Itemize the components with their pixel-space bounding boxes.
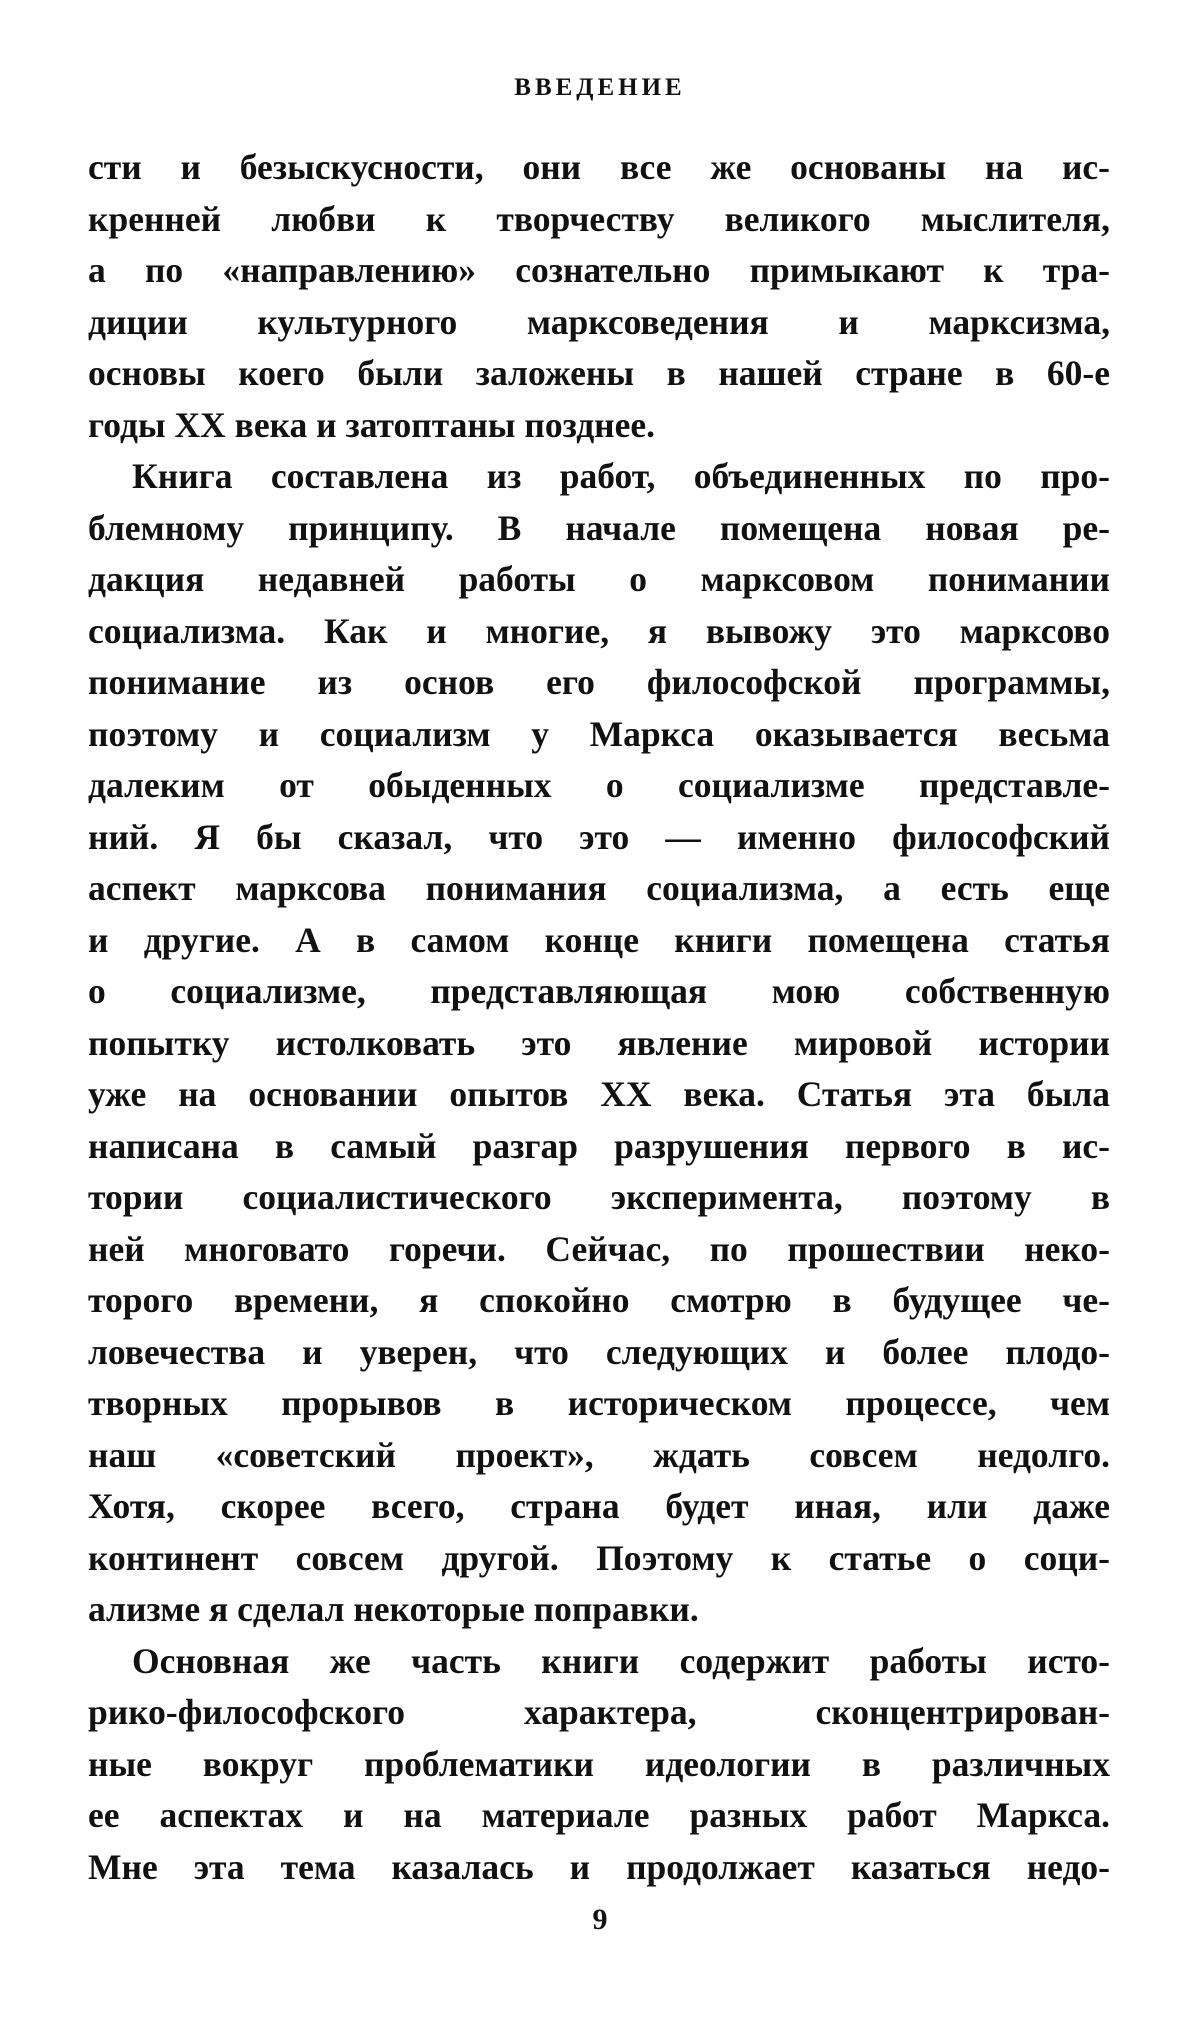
text-line: ализме я сделал некоторые поправки. <box>88 1589 699 1629</box>
text-line: ний. Я бы сказал, что это — именно философский <box>88 816 1110 857</box>
text-line: наш «советский проект», ждать совсем недолго. <box>88 1434 1110 1475</box>
text-line: поэтому и социализм у Маркса оказывается весьма <box>88 713 1110 754</box>
text-line: ее аспектах и на материале разных работ Маркса. <box>88 1795 1110 1835</box>
text-line: творных прорывов в историческом процессе, чем <box>88 1383 1110 1423</box>
text-line: основы коего были заложены в нашей стране в 60-е <box>88 353 1110 393</box>
running-head: ВВЕДЕНИЕ <box>514 74 686 101</box>
text-line: Книга составлена из работ, объединенных по про- <box>132 456 1110 496</box>
text-line: написана в самый разгар разрушения первого в ис- <box>88 1125 1110 1166</box>
text-line: торого времени, я спокойно смотрю в будущее че- <box>88 1280 1110 1320</box>
text-line: далеким от обыденных о социализме представле- <box>88 765 1110 805</box>
text-line: попытку истолковать это явление мировой истории <box>88 1022 1110 1063</box>
text-line: блемному принципу. В начале помещена новая ре- <box>88 507 1110 548</box>
text-line: диции культурного марксоведения и марксизма, <box>88 301 1110 342</box>
text-line: тории социалистического эксперимента, поэтому в <box>88 1177 1110 1217</box>
text-line: понимание из основ его философской программы, <box>88 662 1110 702</box>
text-line: о социализме, представляющая мою собственную <box>88 971 1110 1011</box>
text-line: кренней любви к творчеству великого мыслителя, <box>88 198 1110 239</box>
text-line: континент совсем другой. Поэтому к статье о соци- <box>88 1537 1110 1578</box>
text-line: ней многовато горечи. Сейчас, по прошествии неко- <box>88 1228 1110 1269</box>
text-line: Хотя, скорее всего, страна будет иная, или даже <box>88 1486 1110 1526</box>
text-line: социализма. Как и многие, я вывожу это марксово <box>88 610 1110 651</box>
text-line: уже на основании опытов XX века. Статья эта была <box>88 1074 1110 1114</box>
text-line: сти и безыскусности, они все же основаны на ис- <box>88 147 1110 187</box>
text-line: а по «направлению» сознательно примыкают к тра- <box>88 250 1110 290</box>
text-line: ловечества и уверен, что следующих и более плодо- <box>88 1331 1110 1372</box>
body-text <box>88 142 1110 1893</box>
text-line: Мне эта тема казалась и продолжает казаться недо- <box>88 1846 1110 1887</box>
text-line: рико-философского характера, сконцентрирован- <box>88 1692 1110 1732</box>
page-number: 9 <box>592 1903 608 1936</box>
text-line: аспект марксова понимания социализма, а есть еще <box>88 868 1110 908</box>
text-line: дакция недавней работы о марксовом понимании <box>88 559 1110 599</box>
text-line: и другие. А в самом конце книги помещена статья <box>88 919 1110 960</box>
text-line: ные вокруг проблематики идеологии в различных <box>88 1743 1110 1784</box>
text-line: Основная же часть книги содержит работы исто- <box>132 1640 1110 1681</box>
text-line: годы XX века и затоптаны позднее. <box>88 404 656 445</box>
